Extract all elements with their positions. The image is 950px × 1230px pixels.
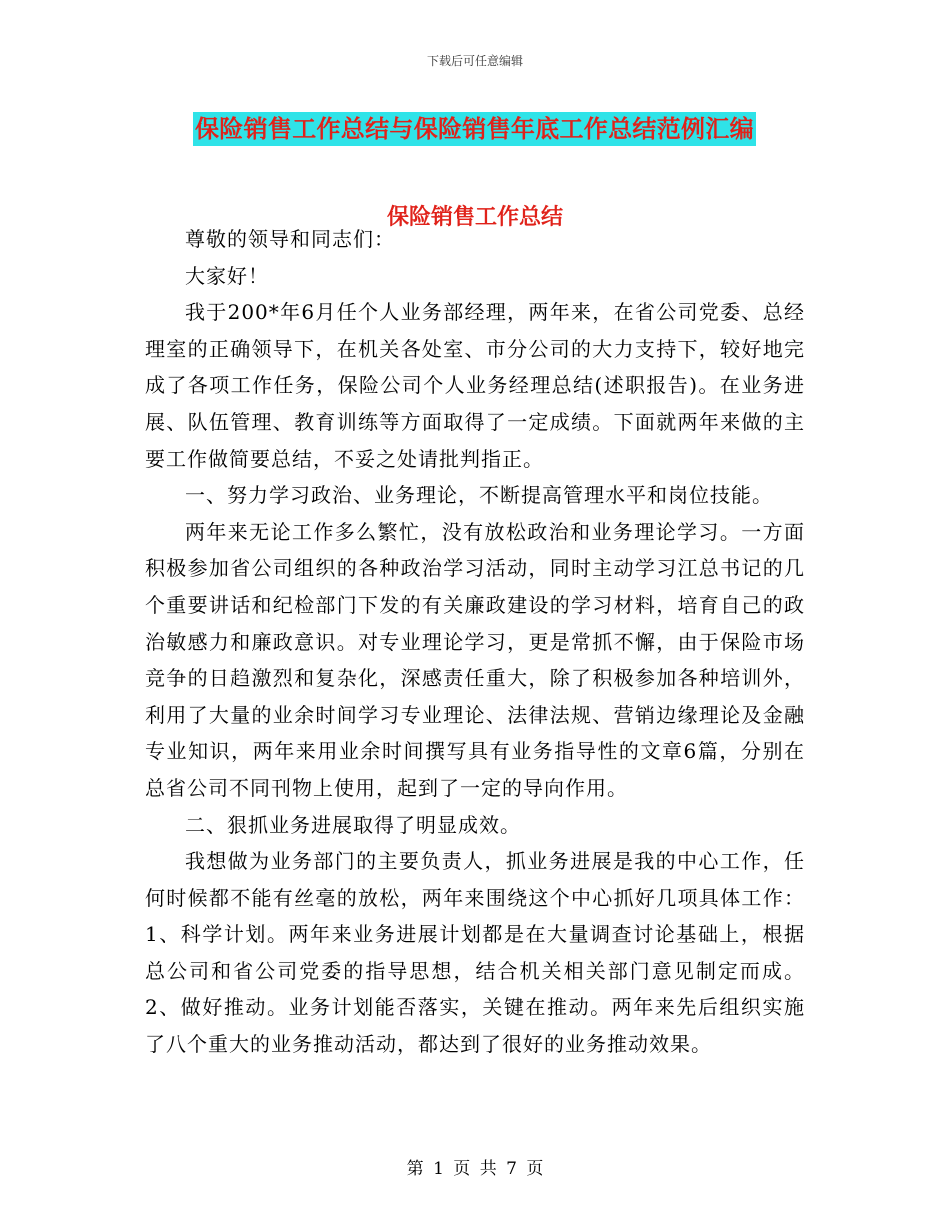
- header-note: 下载后可任意编辑: [426, 54, 523, 68]
- paragraph-heading-1: 一、努力学习政治、业务理论，不断提高管理水平和岗位技能。: [185, 483, 773, 508]
- page-footer: 第 1 页 共 7 页: [406, 1159, 544, 1179]
- paragraph-business: 我想做为业务部门的主要负责人，抓业务进展是我的中心工作，任何时候都不能有丝毫的放松，两年来围绕这个中心抓好几项具体工作：1、科学计划。两年来业务进展计划都是在大量调查讨论基础上，根据总公司和省公司党委的指导思想，结合机关相关部门意见制定而成。2、做好推动。业务计划能否落实，关键在推动。两年来先后组织实施了八个重大的业务推动活动，都达到了很好的业务推动效果。: [145, 849, 805, 1057]
- paragraph-greeting: 尊敬的领导和同志们：: [185, 227, 395, 251]
- document-body: [145, 221, 805, 1063]
- document-title: 保险销售工作总结与保险销售年底工作总结范例汇编: [193, 112, 756, 146]
- paragraph-study: 两年来无论工作多么繁忙，没有放松政治和业务理论学习。一方面积极参加省公司组织的各种政治学习活动，同时主动学习江总书记的几个重要讲话和纪检部门下发的有关廉政建设的学习材料，培育自己的政治敏感力和廉政意识。对专业理论学习，更是常抓不懈，由于保险市场竞争的日趋激烈和复杂化，深感责任重大，除了积极参加各种培训外，利用了大量的业余时间学习专业理论、法律法规、营销边缘理论及金融专业知识，两年来用业余时间撰写具有业务指导性的文章6篇，分别在总省公司不同刊物上使用，起到了一定的导向作用。: [145, 519, 805, 800]
- paragraph-intro: 我于200*年6月任个人业务部经理，两年来，在省公司党委、总经理室的正确领导下，在机关各处室、市分公司的大力支持下，较好地完成了各项工作任务，保险公司个人业务经理总结(述职报告)。在业务进展、队伍管理、教育训练等方面取得了一定成绩。下面就两年来做的主要工作做简要总结，不妥之处请批判指正。: [145, 300, 805, 471]
- paragraph-heading-2: 二、狠抓业务进展取得了明显成效。: [185, 812, 521, 837]
- paragraph-salutation: 大家好！: [185, 263, 269, 288]
- section-title: 保险销售工作总结: [386, 205, 563, 230]
